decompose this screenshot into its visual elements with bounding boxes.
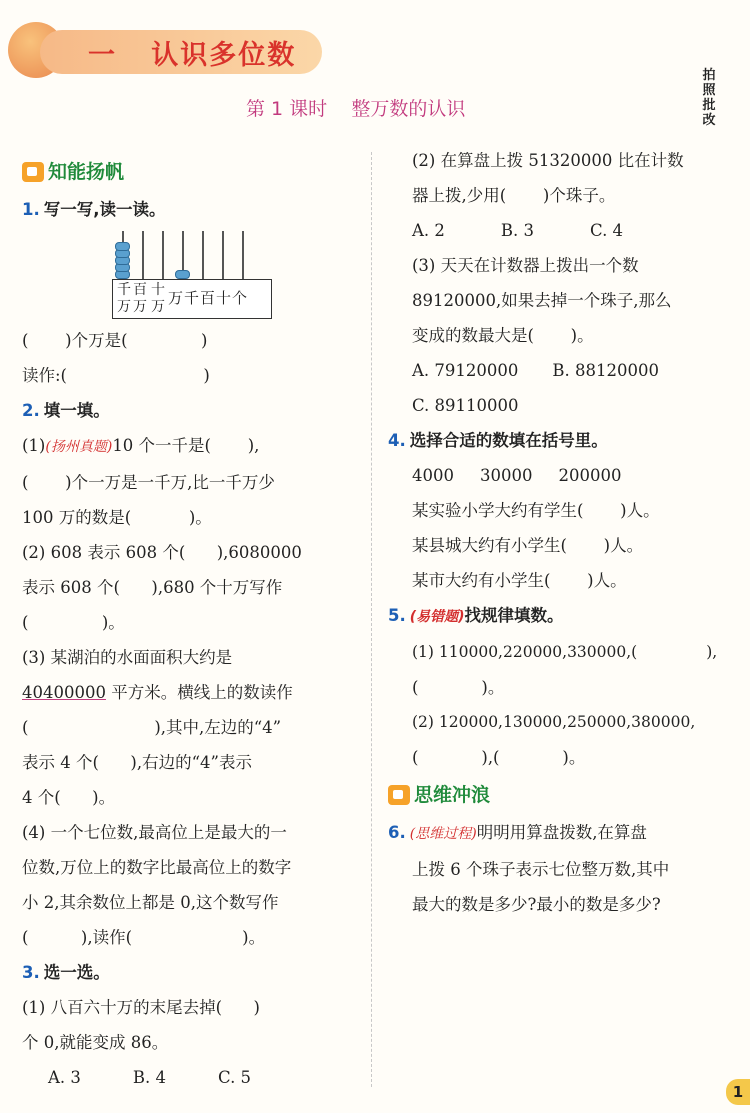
right-column — [388, 143, 723, 922]
question-text[interactable]: ( ),( )。 — [412, 748, 586, 767]
question-6-text: 6. (思维过程)明明用算盘拨数,在算盘 — [388, 823, 647, 842]
question-text: 小 2,其余数位上都是 0,这个数写作 — [22, 893, 279, 912]
source-tag: (易错题) — [409, 609, 465, 625]
option[interactable]: C. 4 — [590, 221, 624, 240]
abacus-label-box: 千 百 十 万 万 万 万千百十个 — [112, 279, 272, 319]
option[interactable]: A. 79120000 — [412, 361, 519, 380]
question-text: (2) 在算盘上拨 51320000 比在计数 — [412, 151, 684, 170]
question-text: (4) 一个七位数,最高位上是最大的一 — [22, 823, 287, 842]
section-heading-2: 思维冲浪 — [388, 775, 723, 815]
question-text: 最大的数是多少?最小的数是多少? — [412, 895, 661, 914]
question-text[interactable]: 某市大约有小学生( )人。 — [412, 571, 627, 590]
option[interactable]: A. 2 — [412, 221, 445, 240]
question-text[interactable]: 表示 4 个( ),右边的“4”表示 — [22, 753, 252, 772]
question-text[interactable]: ( )个一万是一千万,比一千万少 — [22, 473, 275, 492]
source-tag: (思维过程) — [409, 826, 477, 842]
wave-icon — [388, 785, 410, 805]
column-divider — [371, 152, 372, 1087]
options-row — [388, 213, 723, 248]
option[interactable]: B. 4 — [132, 1068, 167, 1087]
question-text: (2) 120000,130000,250000,380000, — [412, 713, 696, 731]
question-text[interactable]: 4 个( )。 — [22, 788, 116, 807]
source-tag: (扬州真题) — [45, 439, 113, 455]
question-3-heading: 3. 选一选。 — [22, 963, 110, 982]
question-text[interactable]: (2) 608 表示 608 个( ),6080000 — [22, 543, 302, 562]
left-column — [22, 152, 362, 1095]
option[interactable]: C. 89110000 — [412, 396, 519, 415]
question-text: 个 0,就能变成 86。 — [22, 1033, 169, 1052]
answer-line[interactable]: ( )个万是( ) — [22, 331, 208, 350]
question-text[interactable]: 器上拨,少用( )个珠子。 — [412, 186, 616, 205]
question-text[interactable]: 某实验小学大约有学生( )人。 — [412, 501, 660, 520]
book-icon — [22, 162, 44, 182]
question-text[interactable]: 某县城大约有小学生( )人。 — [412, 536, 644, 555]
question-text: 40400000 平方米。横线上的数读作 — [22, 683, 293, 702]
question-text: 89120000,如果去掉一个珠子,那么 — [412, 291, 672, 310]
lesson-title: 第 1 课时 整万数的认识 — [246, 98, 466, 120]
question-text[interactable]: 表示 608 个( ),680 个十万写作 — [22, 578, 283, 597]
bead — [115, 242, 130, 251]
question-text[interactable]: 100 万的数是( )。 — [22, 508, 212, 527]
question-text[interactable]: (1) 110000,220000,330000,( ), — [412, 643, 718, 661]
bead — [175, 270, 190, 279]
question-text[interactable]: (1)(扬州真题)10 个一千是( ), — [22, 436, 260, 455]
options-row — [388, 353, 723, 388]
question-text[interactable]: ( )。 — [412, 678, 505, 697]
option[interactable]: B. 3 — [500, 221, 535, 240]
options-row — [22, 1060, 362, 1095]
section-heading-1: 知能扬帆 — [22, 152, 362, 192]
page-header — [0, 0, 750, 150]
question-text[interactable]: (1) 八百六十万的末尾去掉( ) — [22, 998, 260, 1017]
question-text: 上拨 6 个珠子表示七位整万数,其中 — [412, 860, 670, 879]
option[interactable]: A. 3 — [48, 1068, 81, 1087]
question-text: 位数,万位上的数字比最高位上的数字 — [22, 858, 292, 877]
question-text[interactable]: ( ),其中,左边的“4” — [22, 718, 282, 737]
option[interactable]: C. 5 — [218, 1068, 252, 1087]
question-2-heading: 2. 填一填。 — [22, 401, 110, 420]
question-5-heading: 5. (易错题)找规律填数。 — [388, 606, 564, 625]
question-4-heading: 4. 选择合适的数填在括号里。 — [388, 431, 608, 450]
answer-line[interactable]: 读作:( ) — [22, 366, 210, 385]
question-text: (3) 天天在计数器上拨出一个数 — [412, 256, 639, 275]
chapter-title: 一 认识多位数 — [88, 40, 297, 71]
side-label-photo-grading[interactable]: 拍 照 批 改 — [702, 68, 716, 128]
question-text[interactable]: 变成的数最大是( )。 — [412, 326, 594, 345]
number-choices: 4000 30000 200000 — [412, 466, 622, 485]
question-text[interactable]: ( )。 — [22, 613, 125, 632]
question-text[interactable]: ( ),读作( )。 — [22, 928, 266, 947]
option[interactable]: B. 88120000 — [552, 361, 659, 380]
counting-frame-figure — [112, 231, 272, 323]
question-1-heading: 1. 写一写,读一读。 — [22, 200, 166, 219]
page-number: 1 — [726, 1079, 750, 1105]
underlined-number: 40400000 — [22, 683, 106, 702]
question-text: (3) 某湖泊的水面面积大约是 — [22, 648, 233, 667]
